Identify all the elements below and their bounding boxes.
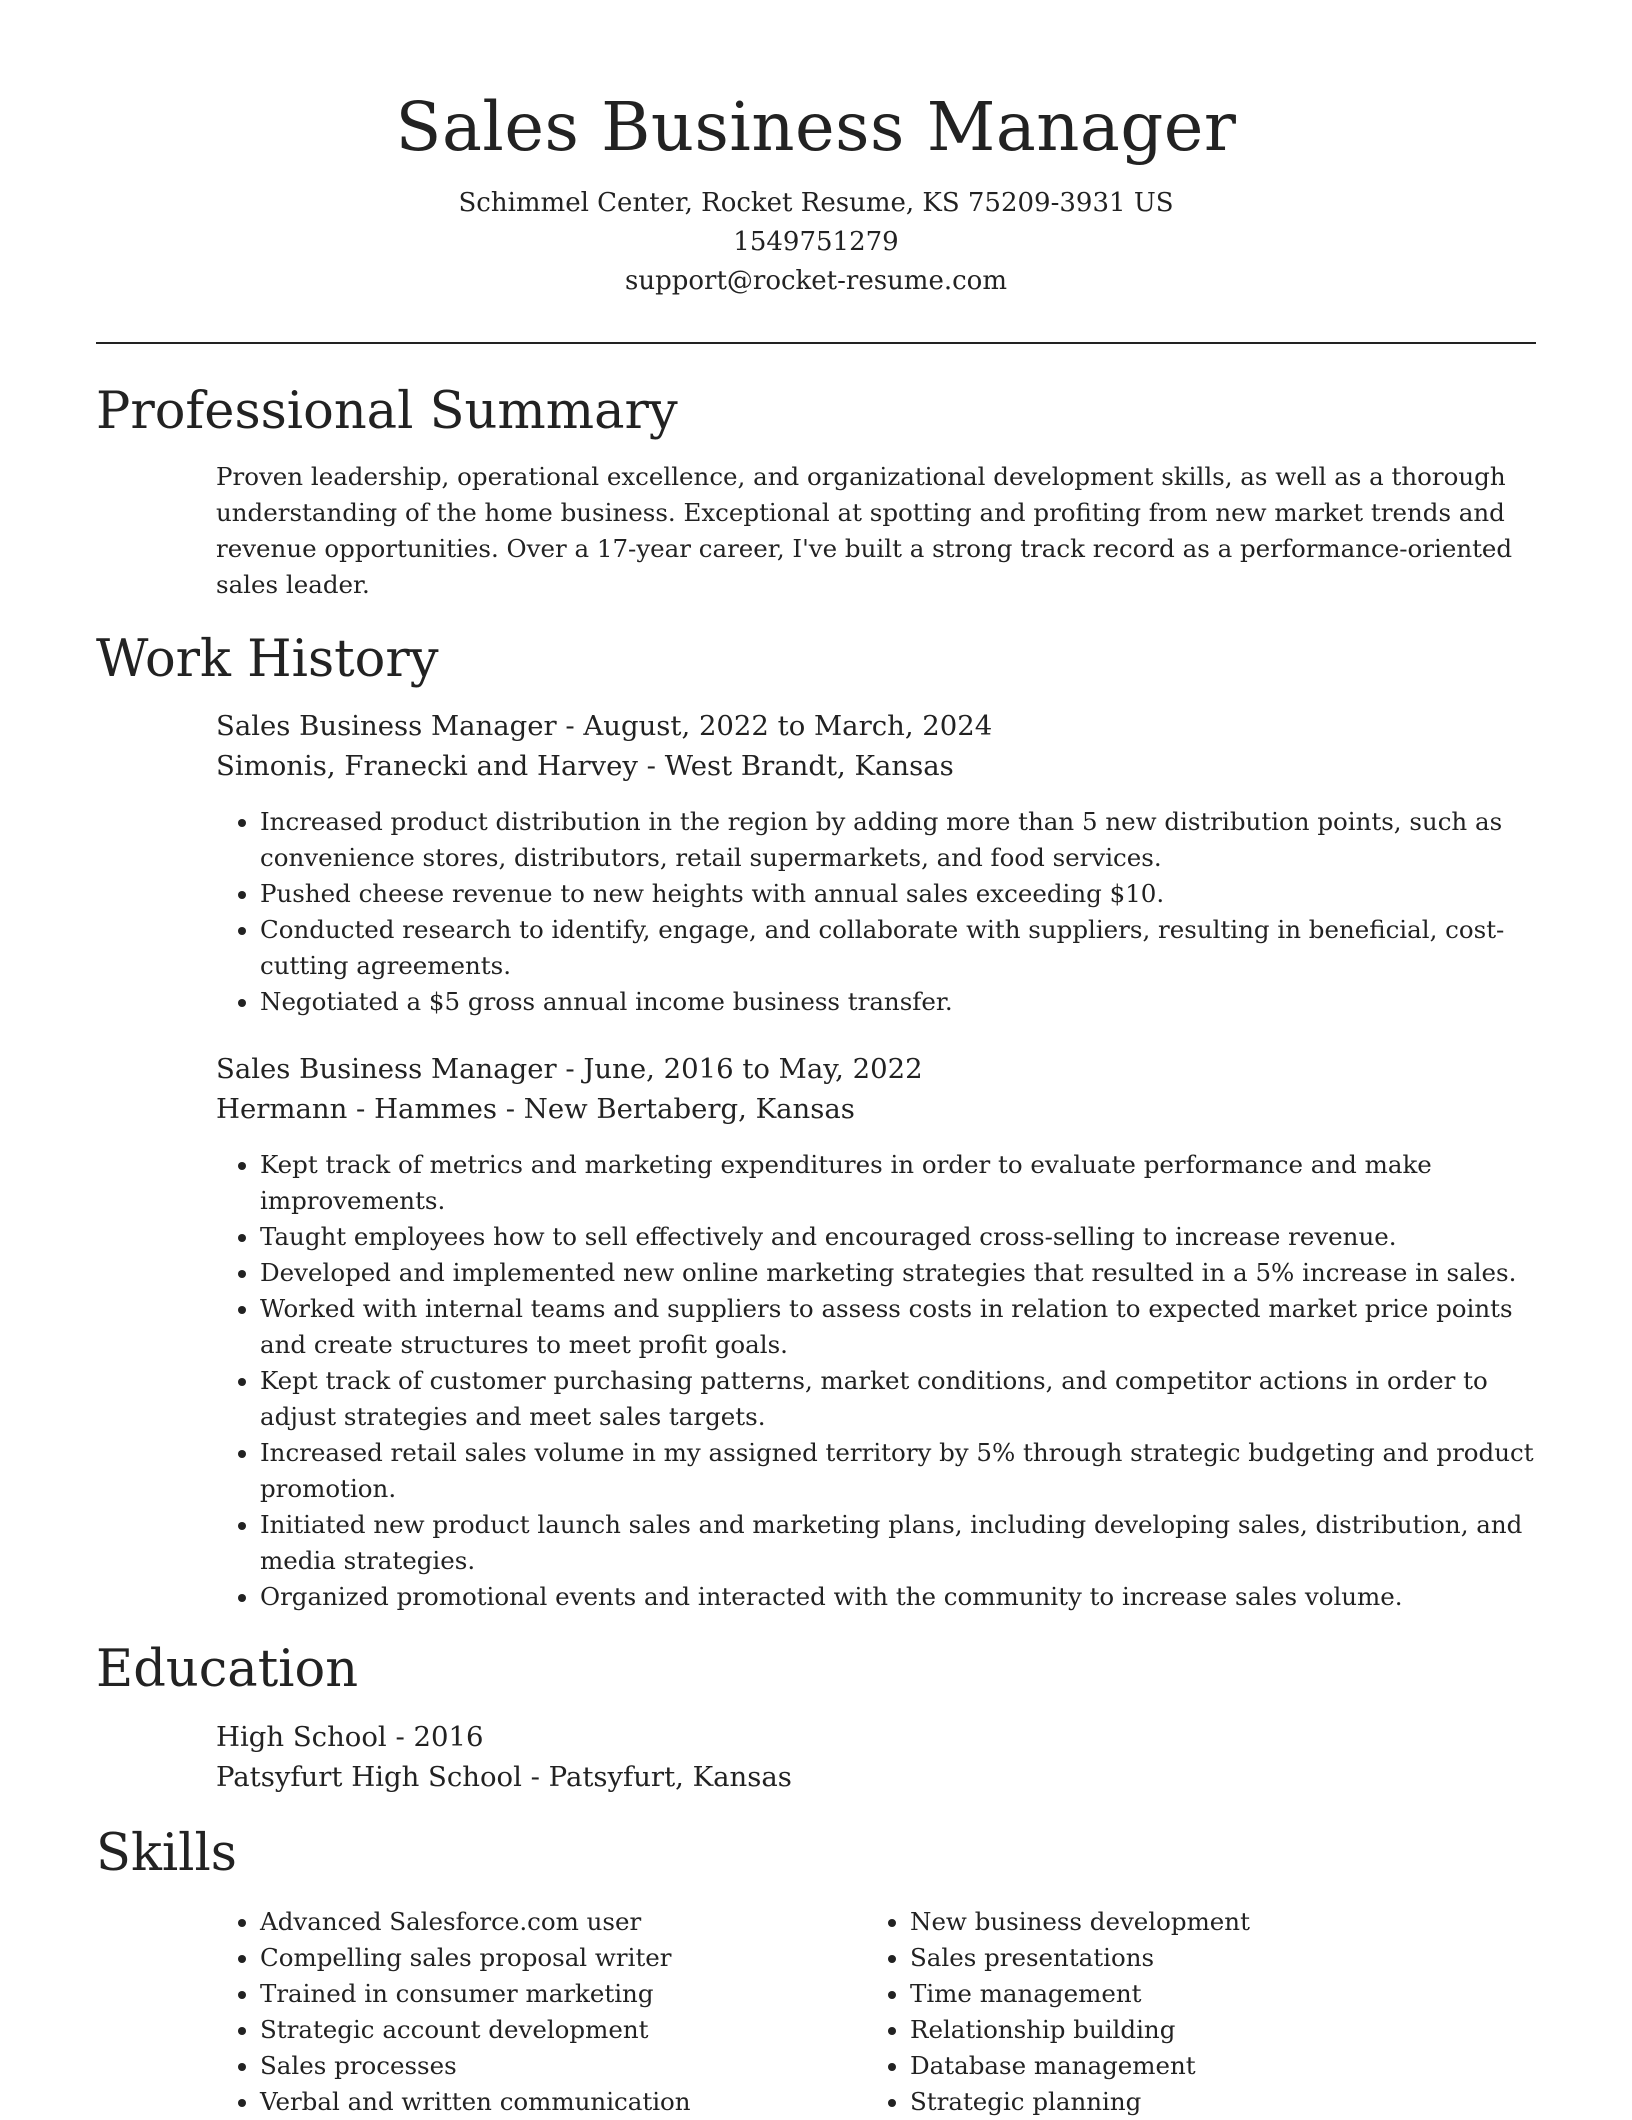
job-title-line [216,706,1536,746]
skill-item: • Relationship building [910,2012,1506,2048]
education-degree: High School [216,1721,387,1753]
contact-block [0,184,1632,301]
separator: - [637,750,665,782]
skill-item: • Sales presentations [910,1940,1506,1976]
skills-column-right [866,1904,1506,2120]
job-entry-1 [216,706,1536,1020]
education-heading: Education [96,1640,359,1699]
job-bullet: • Increased product distribution in the region by adding more than 5 new distribution points, such as convenience stores, distributors, retail supermarkets, and food services. [260,804,1536,876]
job-dates: June, 2016 to May, 2022 [583,1053,923,1085]
education-school: Patsyfurt High School [216,1761,522,1793]
skills-section [216,1904,1536,2116]
separator: - [386,1721,414,1753]
separator: - [521,1761,549,1793]
separator: - [556,1053,584,1085]
skills-column-left [216,1904,856,2120]
skill-item: • Advanced Salesforce.com user [260,1904,856,1940]
education-location: Patsyfurt, Kansas [548,1761,792,1793]
skill-item: • Database management [910,2048,1506,2084]
skill-item: • Strategic account development [260,2012,856,2048]
job-company-line [216,1089,1536,1129]
skills-list-left [216,1904,856,2120]
job-start-end [583,710,992,742]
job-entry-2 [216,1049,1536,1615]
job-bullets [216,804,1536,1020]
job-company: Simonis, Franecki and Harvey [216,750,638,782]
job-bullet: • Kept track of customer purchasing patterns, market conditions, and competitor actions in order to adjust strategies and meet sales targets. [260,1363,1536,1435]
job-bullet: • Initiated new product launch sales and marketing plans, including developing sales, distribution, and media strategies. [260,1507,1536,1579]
skills-list-right [866,1904,1506,2120]
education-degree-line [216,1717,1536,1757]
job-bullet: • Worked with internal teams and suppliers to assess costs in relation to expected market price points and create structures to meet profit goals. [260,1291,1536,1363]
skill-item: • Compelling sales proposal writer [260,1940,856,1976]
contact-phone: 1549751279 [733,227,899,257]
education-school-line [216,1757,1536,1797]
job-dates: August, 2022 to March, 2024 [583,710,993,742]
skill-item: • Sales processes [260,2048,856,2084]
candidate-name: Sales Business Manager [395,88,1237,166]
summary-text: Proven leadership, operational excellence, and organizational development skills, as well as a thorough understanding of the home business. Exceptional at spotting and profiting from new market trends and revenue opportunities. Over a 17-year career, I've built a strong track record as a performance-oriented sales leader. [216,462,1513,599]
job-location: West Brandt, Kansas [664,750,954,782]
contact-email: support@rocket-resume.com [624,266,1007,296]
skill-item: • Strategic planning [910,2084,1506,2120]
skill-item: • Time management [910,1976,1506,2012]
education-year: 2016 [413,1721,484,1753]
summary-section [216,459,1536,603]
job-bullet: • Kept track of metrics and marketing expenditures in order to evaluate performance and make improvements. [260,1147,1536,1219]
job-bullet: • Conducted research to identify, engage, and collaborate with suppliers, resulting in beneficial, cost-cutting agreements. [260,912,1536,984]
job-location: New Bertaberg, Kansas [523,1093,855,1125]
separator: - [497,1093,524,1125]
job-company-line [216,746,1536,786]
job-bullet: • Organized promotional events and interacted with the community to increase sales volume. [260,1579,1536,1615]
job-bullet: • Negotiated a $5 gross annual income business transfer. [260,984,1536,1020]
job-role: Sales Business Manager [216,1053,557,1085]
job-role: Sales Business Manager [216,710,557,742]
work-history-heading: Work History [96,630,439,689]
contact-address: Schimmel Center, Rocket Resume, KS 75209-3931 US [458,188,1174,218]
job-bullet: • Developed and implemented new online marketing strategies that resulted in a 5% increase in sales. [260,1255,1536,1291]
job-title-line [216,1049,1536,1089]
job-bullet: • Taught employees how to sell effectively and encouraged cross-selling to increase revenue. [260,1219,1536,1255]
job-bullet: • Increased retail sales volume in my assigned territory by 5% through strategic budgeting and product promotion. [260,1435,1536,1507]
resume-header [0,82,1632,301]
separator: - [556,710,584,742]
job-company: Hermann - Hammes [216,1093,497,1125]
skill-item: • Verbal and written communication [260,2084,856,2120]
job-bullets [216,1147,1536,1615]
education-entry [216,1717,1536,1797]
skills-heading: Skills [96,1824,237,1883]
summary-heading: Professional Summary [96,382,678,441]
skill-item: • New business development [910,1904,1506,1940]
skill-item: • Trained in consumer marketing [260,1976,856,2012]
job-bullet: • Pushed cheese revenue to new heights with annual sales exceeding $10. [260,876,1536,912]
header-divider [96,342,1536,344]
